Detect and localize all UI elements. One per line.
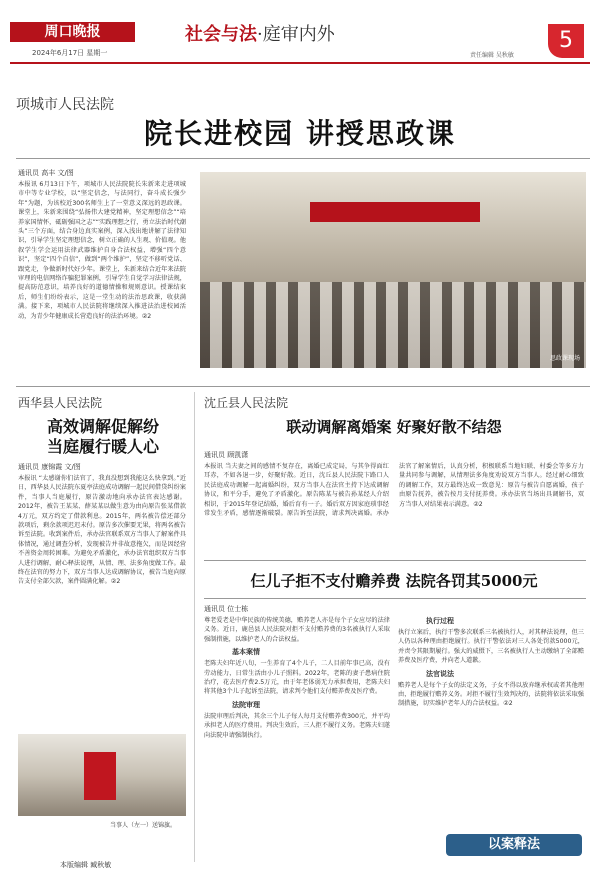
- topic-rest: ·庭审内外: [257, 24, 335, 45]
- article4-section4: 赡养老人是每个子女的法定义务，子女不得以放弃继承权或者其他理由，拒绝履行赡养义务。对拒不履行生效判决的，法院将依法采取强制措施，切实维护老年人的合法权益。②2: [398, 681, 584, 708]
- article2-court: 西华县人民法院: [18, 396, 103, 410]
- article1-title: 院长进校园 讲授思政课: [144, 117, 456, 150]
- newspaper-logo: 周口晚报: [10, 22, 135, 42]
- article3-title: 联动调解离婚案 好聚好散不结怨: [286, 418, 502, 436]
- masthead-rule: [10, 62, 590, 64]
- article4-section2: 法院审理后判决，其余三个儿子每人每月支付赡养费300元，并平均承担老人的医疗费用。判决生效后，三人拒不履行义务。老陈夫妇遂向法院申请强制执行。: [204, 712, 390, 739]
- article4-section1-heading: 基本案情: [232, 648, 260, 657]
- banner-graphic: [310, 202, 480, 222]
- article2-title-line2: 当庭履行暖人心: [46, 437, 159, 456]
- page-number: 5: [548, 24, 584, 58]
- divider: [204, 598, 586, 599]
- article4-section1: 老陈夫妇年近八旬，一生养育了4个儿子，二人目前年事已高，没有劳动能力，日常生活由小儿子照料。2022年，老陈的妻子患病住院治疗，花去医疗费2.5万元，由于年老体弱无力承担费用，老陈夫妇将其他3个儿子起诉至法院，请求判令他们支付赡养费及医疗费。: [204, 660, 390, 696]
- article3-body: 本报讯 当夫妻之间的感情不复存在，离婚已成定局，与其争得面红耳赤，不如各退一步，好聚好散。近日，沈丘县人民法院卞路口人民法庭成功调解一起离婚纠纷，双方当事人在法官主持下达成调解协议，和平分手，避免了矛盾激化。原告陈某与被告孙某经人介绍相识，于2015年登记结婚，婚后育有一子。婚后双方因家庭琐事经常发生矛盾，感情逐渐破裂。原告诉至法院，请求判决离婚。承办法官了解案情后，认真分析，积极联系当地妇联、村委会等多方力量共同参与调解，从情理法多角度劝说双方当事人。经过耐心细致的调解工作，双方最终达成一致意见：原告与被告自愿离婚，孩子由原告抚养，被告按月支付抚养费。承办法官当场出具调解书，双方当事人对结果表示满意。②2: [204, 463, 584, 518]
- article3-byline: 通讯员 顾凯潇: [204, 451, 249, 459]
- article4-title: 仨儿子拒不支付赡养费 法院各罚其5000元: [250, 572, 538, 590]
- article4-section4-heading: 法官说法: [426, 669, 454, 678]
- article1-photo: [200, 172, 586, 368]
- article4-byline: 通讯员 位士栋: [204, 605, 249, 613]
- article4-section3-heading: 执行过程: [426, 617, 454, 625]
- section-topic: [185, 20, 335, 46]
- article1-court: 项城市人民法院: [16, 97, 114, 113]
- article4-intro: 尊老爱老是中华民族的传统美德，赡养老人亦是每个子女应尽的法律义务。近日，鹿邑县人民法院对拒不支付赡养费的3名被执行人采取强制措施，以维护老人的合法权益。: [204, 617, 390, 643]
- divider: [204, 560, 586, 561]
- column-tag: 以案释法: [446, 834, 582, 856]
- page-editor: 本版编辑 臧秋敏: [60, 861, 112, 869]
- article2-photo-caption: 当事人（左一）送锦旗。: [110, 822, 177, 829]
- topic-main: 社会与法: [185, 24, 257, 45]
- column-divider: [194, 392, 195, 862]
- article4-col1: [204, 616, 390, 832]
- article3-court: 沈丘县人民法院: [204, 396, 289, 410]
- article2-body: 本报讯 “太感谢你们法官了，我真没想到我能这么快拿到。”近日，西华县人民法院东夏亭法庭成功调解一起民间借贷纠纷案件，当事人当庭履行，原告激动地向承办法官表达感谢。2012年，被告王某某、薛某某以做生意为由向原告张某借款4万元，双方约定了借款利息。2015年，两名被告偿还部分款项后，剩余款项迟迟未付。原告多次催要无果，将两名被告诉至法院。收到案件后，承办法官联系双方当事人了解案件具体情况，通过调查分析，发现被告并非故意拖欠，而是因经营不善资金周转困难。为避免矛盾激化，承办法官组织双方当事人进行调解，耐心释法说理，从情、理、法多角度做工作。最终在法官的努力下，双方当事人达成调解协议，被告当庭向原告支付全部欠款，案件圆满化解。②2: [18, 475, 186, 586]
- article1-photo-caption: 思政课现场: [549, 355, 580, 362]
- masthead: [0, 0, 600, 70]
- issue-date: 2024年6月17日 星期一: [32, 49, 108, 57]
- audience-graphic: [200, 282, 586, 368]
- divider: [16, 386, 590, 387]
- article4-section3: 执行立案后，执行干警多次联系三名被执行人，对其释法说理，但三人仍以各种理由拒绝履行。执行干警依法对三人各处罚款5000元，并责令其限期履行。强大的威慑下，三名被执行人主动缴纳了全部赡养费及医疗费，并向老人道歉。: [398, 629, 584, 665]
- responsible-editor: 责任编辑 吴秋敏: [470, 52, 514, 59]
- article4-col2: [398, 616, 584, 830]
- article2-title-line1: 高效调解促解纷: [46, 417, 159, 436]
- article2-photo: [18, 734, 186, 816]
- article1-byline: 通讯员 高丰 文/图: [18, 169, 74, 177]
- article4-section2-heading: 法院审理: [232, 700, 260, 709]
- article2-byline: 通讯员 康锦霞 文/图: [18, 463, 81, 471]
- article1-body: 本报讯 6月13日下午，项城市人民法院院长朱新来走进项城市中等专业学校，以“坚定信念，与法同行，奋斗成长强少年”为题，为该校近300名师生上了一堂意义深远的思政课。课堂上，朱新来围绕“弘扬伟大建党精神，坚定理想信念”“培养家国情怀，砥砺强国之志”“实践理想之行，勇立法治时代潮头”三个方面，结合身边真实案例，深入浅出地讲解了法律知识，引导学生坚定理想信念，树立正确的人生观、价值观。他叙学生学会运用法律武器维护自身合法权益，增强“四个意识”，坚定“四个自信”，做到“两个维护”，坚定不移听党话、跟党走，争做新时代好少年。课堂上，朱新来结合近年来法院审理的电信网络诈骗犯罪案例，引导学生自觉学习法律法规，提高防范意识，培养良好的道德情操和规则意识。授课结束后，师生们纷纷表示，这是一堂生动的法治思政课，收获满满。接下来，项城市人民法院将继续深入推进法治进校园活动，为青少年健康成长营造良好的法治环境。②2: [18, 181, 186, 320]
- divider: [16, 158, 590, 159]
- banner-graphic: [84, 752, 116, 800]
